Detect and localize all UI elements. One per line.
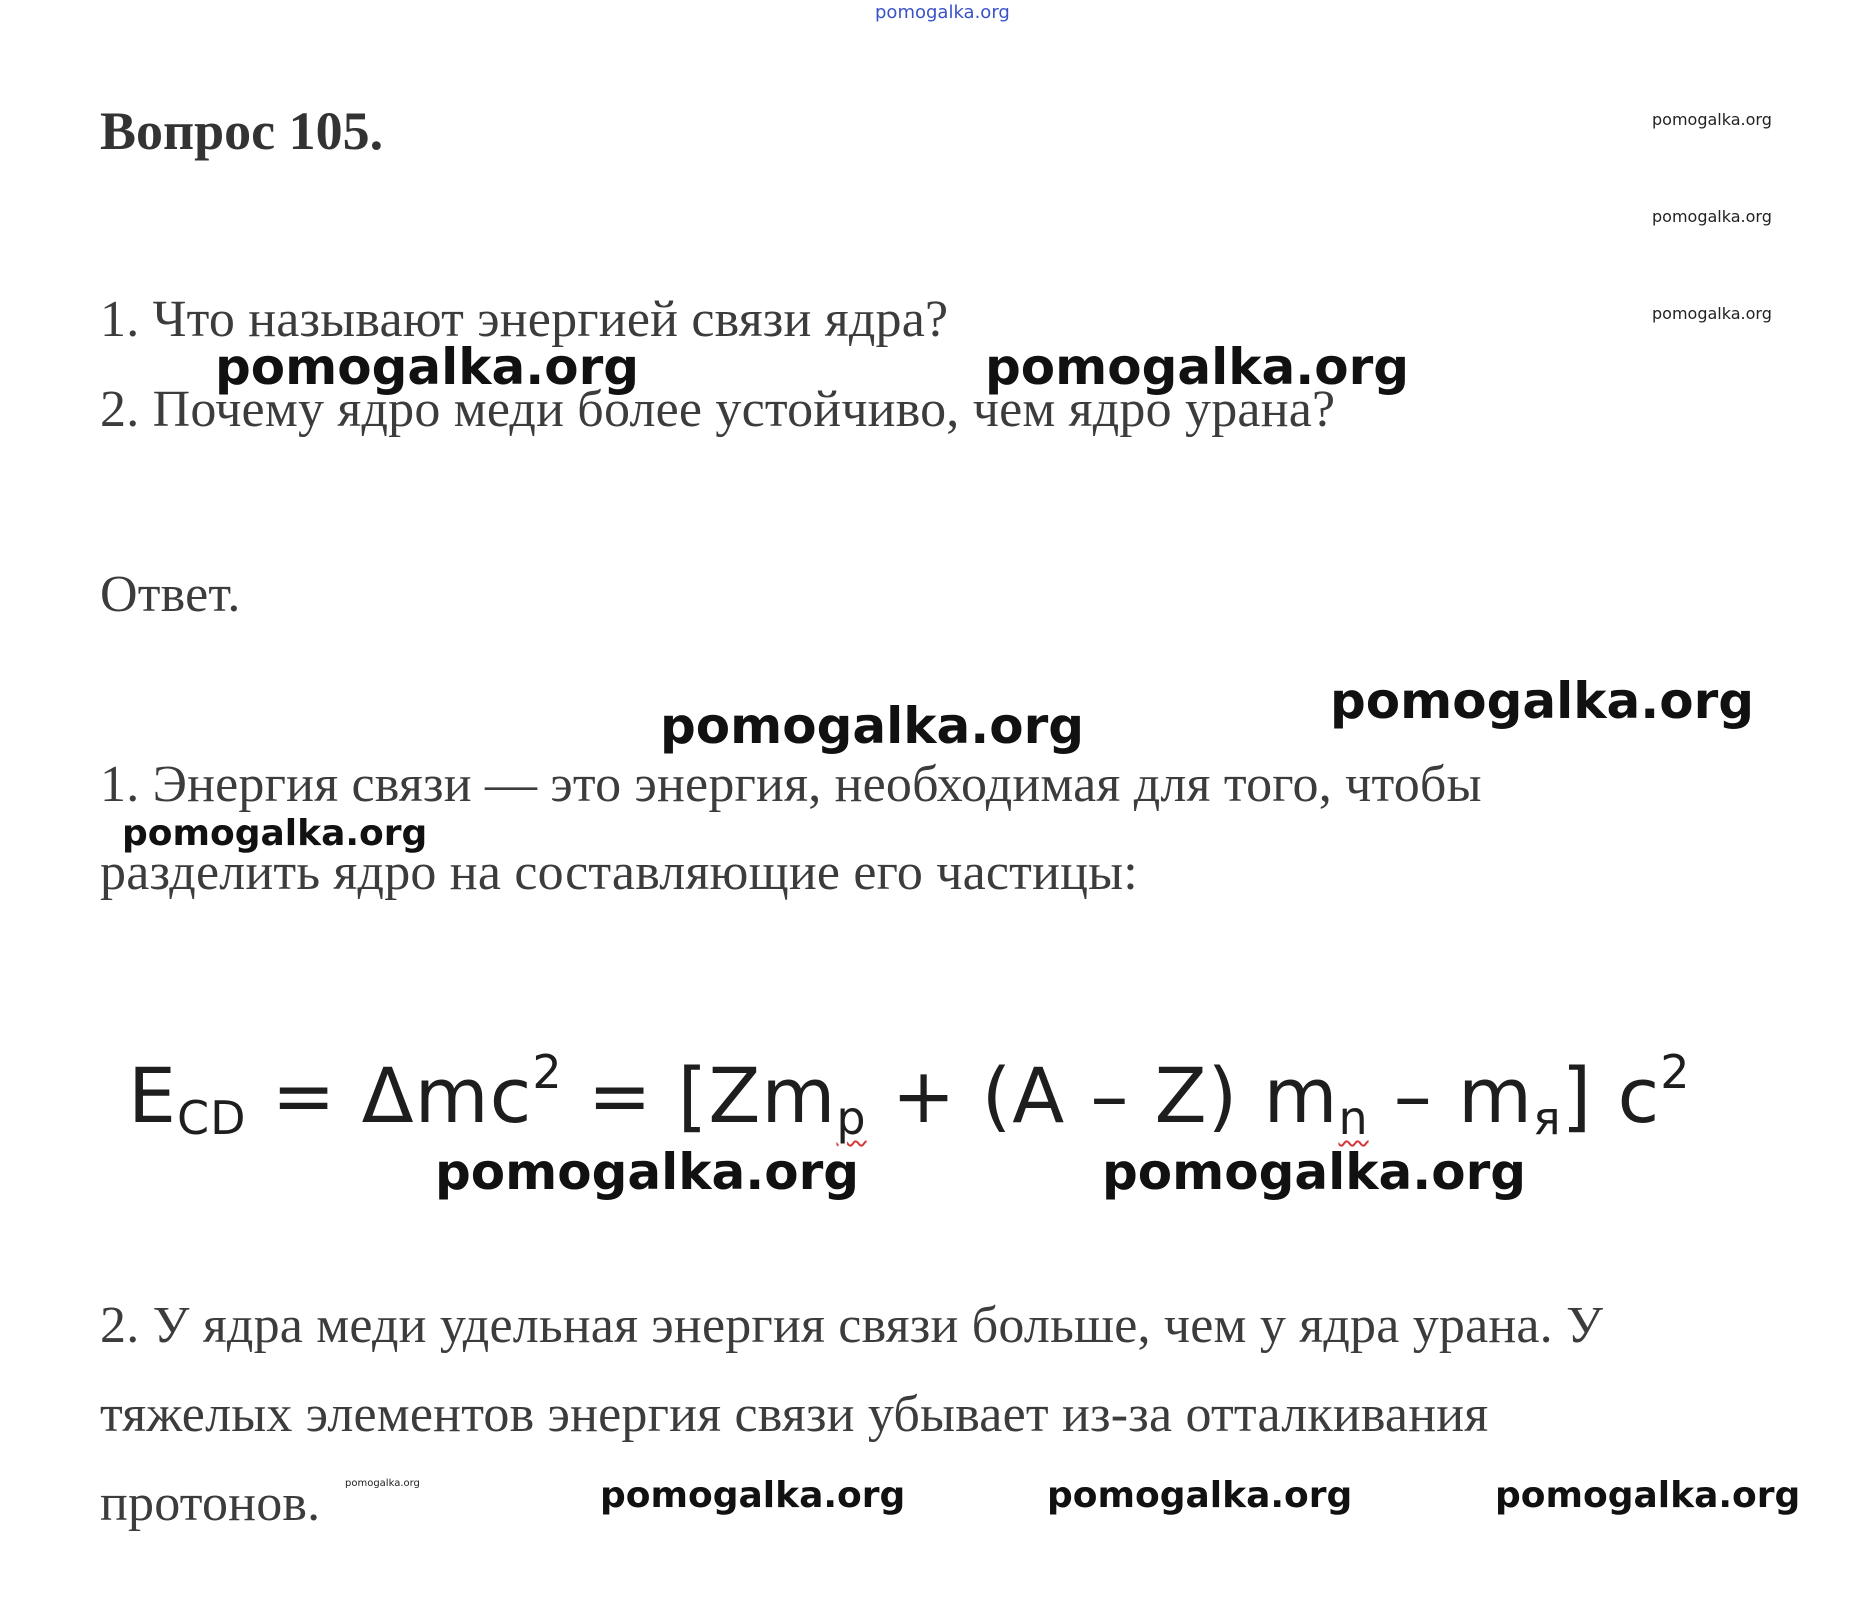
- watermark: pomogalka.org: [660, 697, 1085, 755]
- formula-e-subscript: CD: [177, 1091, 247, 1145]
- formula-part: = [Zm: [562, 1051, 837, 1140]
- answer-label: Ответ.: [100, 566, 241, 623]
- watermark: pomogalka.org: [1330, 672, 1755, 730]
- watermark: pomogalka.org: [1102, 1143, 1527, 1201]
- answer-1-line-2: разделить ядро на составляющие его частицы:: [100, 844, 1138, 901]
- binding-energy-formula: [128, 1045, 1691, 1145]
- watermark: pomogalka.org: [600, 1475, 906, 1516]
- question-2: 2. Почему ядро меди более устойчиво, чем ядро урана?: [100, 381, 1336, 438]
- watermark-small: pomogalka.org: [1652, 110, 1772, 129]
- header-watermark: pomogalka.org: [875, 2, 1010, 23]
- watermark: pomogalka.org: [1495, 1475, 1801, 1516]
- formula-part: + (A – Z) m: [866, 1051, 1339, 1140]
- formula-part: ] c: [1561, 1051, 1661, 1140]
- watermark-small: pomogalka.org: [1652, 304, 1772, 323]
- answer-2-line-3: протонов.: [100, 1475, 321, 1532]
- answer-1-line-1: 1. Энергия связи — это энергия, необходимая для того, чтобы: [100, 756, 1482, 813]
- formula-square: 2: [532, 1045, 563, 1099]
- answer-2-line-2: тяжелых элементов энергия связи убывает из-за отталкивания: [100, 1386, 1489, 1443]
- watermark: pomogalka.org: [435, 1143, 860, 1201]
- watermark-tiny: pomogalka.org: [345, 1478, 420, 1489]
- formula-e: E: [128, 1051, 178, 1140]
- formula-part: – m: [1368, 1051, 1533, 1140]
- formula-square: 2: [1660, 1045, 1691, 1099]
- watermark: pomogalka.org: [1047, 1475, 1353, 1516]
- answer-2-line-1: 2. У ядра меди удельная энергия связи больше, чем у ядра урана. У: [100, 1297, 1604, 1354]
- watermark: pomogalka.org: [122, 813, 428, 854]
- formula-proton-subscript: p: [836, 1091, 867, 1145]
- formula-nucleus-subscript: я: [1533, 1091, 1562, 1145]
- watermark-small: pomogalka.org: [1652, 207, 1772, 226]
- formula-neutron-subscript: n: [1338, 1091, 1369, 1145]
- question-title: Вопрос 105.: [100, 101, 384, 161]
- watermark: pomogalka.org: [985, 338, 1410, 396]
- question-1: 1. Что называют энергией связи ядра?: [100, 291, 949, 348]
- formula-part: = Δmc: [246, 1051, 533, 1140]
- watermark: pomogalka.org: [215, 338, 640, 396]
